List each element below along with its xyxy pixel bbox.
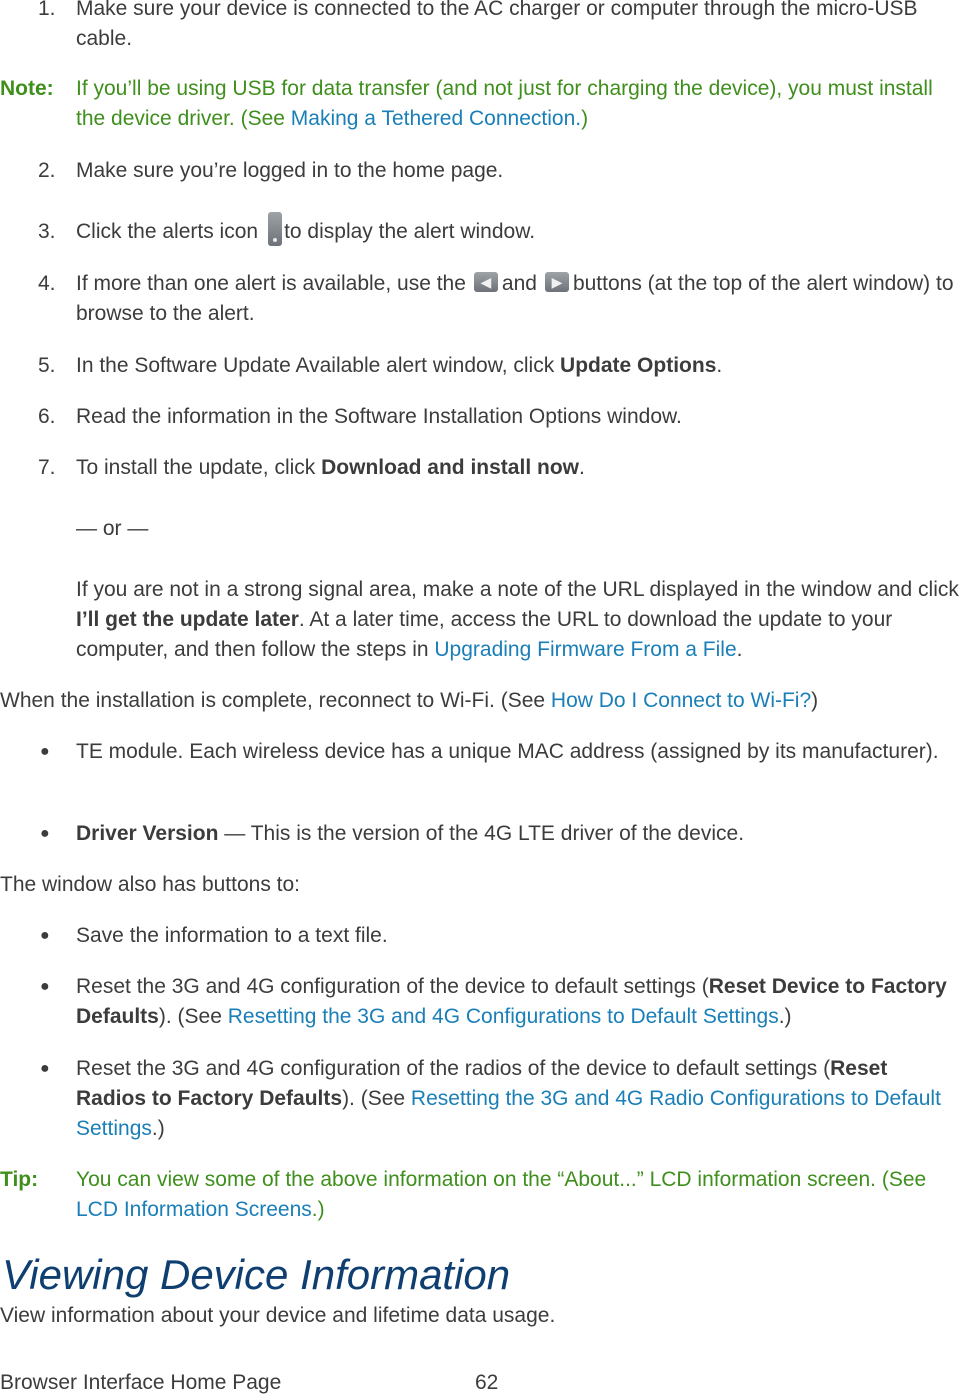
update-options-label: Update Options: [560, 354, 717, 377]
next-arrow-icon: ▶: [545, 272, 569, 292]
alert-icon: [268, 212, 282, 246]
bullet-marker: ●: [40, 927, 50, 944]
bullet-marker: ●: [40, 743, 50, 760]
link-connect-wifi[interactable]: How Do I Connect to Wi-Fi?: [550, 689, 812, 712]
tip-label: Tip:: [0, 1168, 39, 1191]
link-making-tethered-connection[interactable]: Making a Tethered Connection.: [290, 107, 582, 130]
step-number: 7.: [38, 456, 56, 479]
download-install-label: Download and install now: [321, 456, 579, 479]
link-resetting-radio-configurations[interactable]: Resetting the 3G and 4G Radio Configurations to Default Settings: [76, 1087, 941, 1140]
link-upgrading-firmware[interactable]: Upgrading Firmware From a File: [434, 638, 737, 661]
window-buttons-intro: The window also has buttons to:: [0, 873, 301, 896]
tip-text: You can view some of the above information on the “About...” LCD information screen. (See LCD Information Screens.): [76, 1168, 927, 1221]
step-text: In the Software Update Available alert window, click Update Options.: [76, 354, 723, 377]
step-text: Make sure your device is connected to the AC charger or computer through the micro-USB cable.: [76, 0, 918, 50]
link-resetting-configurations[interactable]: Resetting the 3G and 4G Configurations to Default Settings: [227, 1005, 779, 1028]
installation-complete-paragraph: When the installation is complete, reconnect to Wi-Fi. (See How Do I Connect to Wi-Fi?): [0, 689, 819, 712]
footer-page-number: 62: [475, 1371, 499, 1394]
step-number: 5.: [38, 354, 56, 377]
link-lcd-information-screens[interactable]: LCD Information Screens: [76, 1198, 312, 1221]
update-later-label: I’ll get the update later: [76, 608, 299, 631]
step-text: Make sure you’re logged in to the home page.: [76, 159, 504, 182]
step-number: 4.: [38, 272, 56, 295]
bullet-marker: ●: [40, 1060, 50, 1077]
note-text: If you’ll be using USB for data transfer (and not just for charging the device), you must install the device driver. (See Making a Tethered Connection.): [76, 77, 933, 130]
step-number: 6.: [38, 405, 56, 428]
bullet-marker: ●: [40, 978, 50, 995]
section-intro: View information about your device and lifetime data usage.: [0, 1304, 556, 1327]
previous-arrow-icon: ◀: [474, 272, 498, 292]
note-label: Note:: [0, 77, 54, 100]
step-number: 2.: [38, 159, 56, 182]
step-number: 3.: [38, 220, 56, 243]
step-number: 1.: [38, 0, 56, 20]
section-heading: Viewing Device Information: [2, 1251, 511, 1298]
step-text: Click the alerts icon to display the alert window.: [76, 217, 960, 247]
bullet-marker: ●: [40, 825, 50, 842]
step-text: Read the information in the Software Installation Options window.: [76, 405, 682, 428]
footer-section-title: Browser Interface Home Page: [0, 1371, 282, 1394]
step-text: If more than one alert is available, use the ◀ and ▶ buttons (at the top of the alert window) to browse to the alert.: [76, 272, 954, 325]
step-text: To install the update, click Download and install now.: [76, 456, 585, 479]
